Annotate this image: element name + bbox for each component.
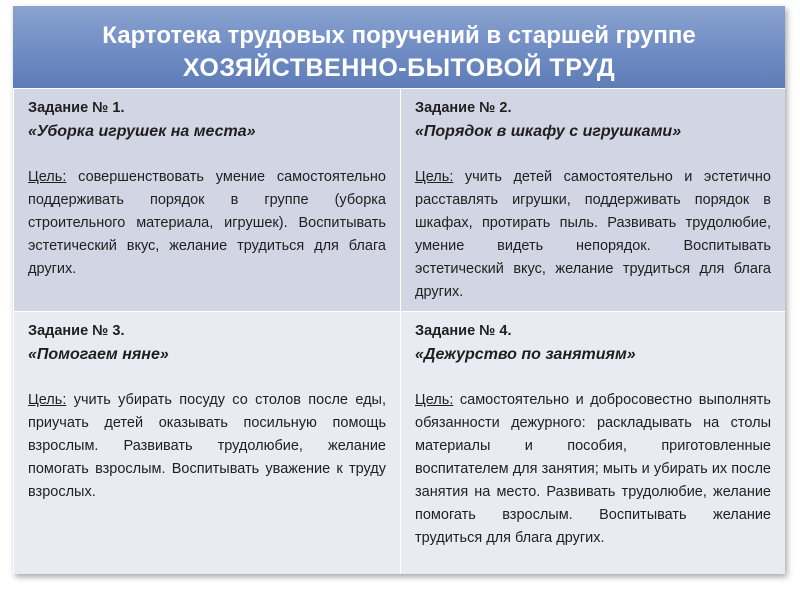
goal-label: Цель: — [415, 392, 454, 408]
slide — [13, 6, 785, 574]
page-subtitle: ХОЗЯЙСТВЕННО-БЫТОВОЙ ТРУД — [182, 54, 616, 82]
task-number: Задание № 1. — [28, 100, 125, 116]
task-number: Задание № 2. — [415, 100, 512, 116]
task-number: Задание № 4. — [415, 323, 512, 339]
page-title: Картотека трудовых поручений в старшей группе — [102, 22, 696, 49]
task-cell-4 — [400, 311, 785, 574]
task-cell-2 — [400, 88, 785, 311]
task-cell-3 — [13, 311, 400, 574]
task-goal — [415, 166, 771, 304]
tasks-table — [13, 88, 785, 574]
goal-text: совершенствовать умение самостоятельно поддерживать порядок в группе (уборка строительного материала, игрушек). Воспитывать эстетический вкус, желание трудиться для блага других. — [28, 169, 386, 277]
goal-text: учить детей самостоятельно и эстетично расставлять игрушки, поддерживать порядок в шкафах, протирать пыль. Развивать трудолюбие, умение видеть непорядок. Воспитывать эстетический вкус, желание трудиться для блага других. — [415, 169, 771, 300]
task-name: «Порядок в шкафу с игрушками» — [415, 123, 682, 140]
goal-label: Цель: — [28, 169, 67, 185]
goal-text: самостоятельно и добросовестно выполнять обязанности дежурного: раскладывать на столы материалы и пособия, приготовленные воспитателем для занятия; мыть и убирать их после занятия на место. Развивать трудолюбие, желание помогать взрослым. Воспитывать желание трудиться для блага других. — [415, 392, 771, 546]
task-name: «Уборка игрушек на места» — [28, 123, 256, 140]
task-goal — [28, 166, 386, 281]
task-cell-1 — [13, 88, 400, 311]
goal-label: Цель: — [28, 392, 67, 408]
task-name: «Помогаем няне» — [28, 346, 169, 363]
task-number: Задание № 3. — [28, 323, 125, 339]
goal-text: учить убирать посуду со столов после еды, приучать детей оказывать посильную помощь взрослым. Развивать трудолюбие, желание помогать взрослым. Воспитывать уважение к труду взрослых. — [28, 392, 386, 500]
goal-label: Цель: — [415, 169, 454, 185]
header-banner — [13, 6, 785, 88]
task-goal — [415, 389, 771, 550]
task-goal — [28, 389, 386, 504]
task-name: «Дежурство по занятиям» — [415, 346, 636, 363]
